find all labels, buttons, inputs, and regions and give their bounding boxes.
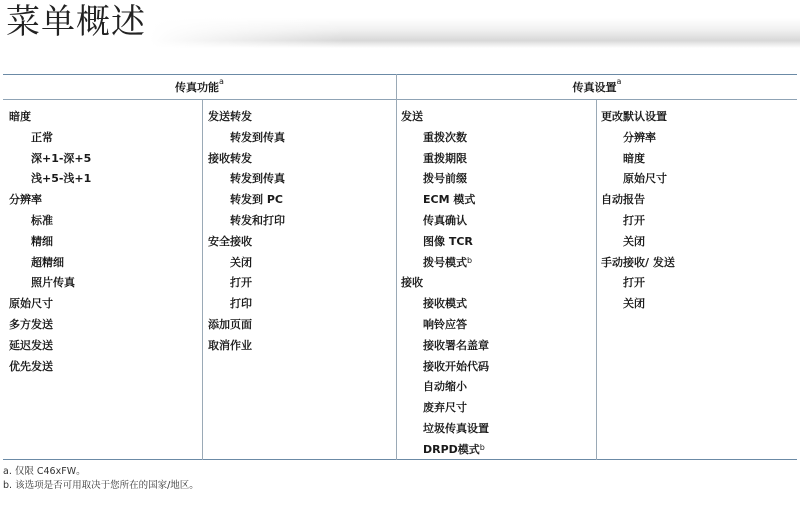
header-fax-settings-label: 传真设置 — [572, 81, 617, 94]
menu-item-label: 发送 — [401, 110, 423, 123]
page-title: 菜单概述 — [6, 2, 146, 42]
menu-item-label: 浅+5-浅+1 — [31, 172, 92, 186]
footnote-a: a. 仅限 C46xFW。 — [3, 466, 86, 477]
menu-item-label: 转发到 PC — [230, 193, 283, 207]
menu-item-label: 废弃尺寸 — [423, 401, 467, 415]
menu-subitem — [208, 190, 393, 211]
menu-item-label: 安全接收 — [208, 234, 252, 248]
menu-subitem — [401, 190, 591, 211]
header-divider — [3, 99, 797, 100]
header-fax-settings — [397, 79, 797, 95]
footnote-mark: b — [467, 255, 473, 265]
menu-item — [9, 190, 199, 211]
menu-subitem — [401, 169, 591, 190]
menu-item-label: 响铃应答 — [423, 317, 467, 331]
menu-item-label: 接收 — [401, 276, 423, 290]
menu-item-label: 转发和打印 — [230, 213, 285, 227]
menu-subitem — [208, 294, 393, 315]
menu-item-label: 延迟发送 — [9, 338, 53, 352]
menu-subitem — [601, 211, 793, 232]
menu-subitem — [401, 211, 591, 232]
menu-subitem — [601, 273, 793, 294]
menu-item-label: 接收开始代码 — [423, 359, 489, 373]
column-fax-features-2 — [208, 107, 393, 357]
menu-item — [601, 107, 793, 128]
footnote-mark: b — [479, 442, 485, 452]
menu-item — [208, 232, 393, 253]
menu-subitem — [401, 398, 591, 419]
menu-item-label: 接收模式 — [423, 297, 467, 311]
menu-subitem — [601, 128, 793, 149]
menu-item-label: 转发到传真 — [230, 130, 285, 144]
column-divider-left — [202, 100, 203, 460]
menu-subitem — [9, 128, 199, 149]
menu-item-label: 深+1-深+5 — [31, 151, 92, 165]
menu-item-label: 原始尺寸 — [623, 172, 667, 186]
menu-item-label: 暗度 — [623, 151, 645, 165]
menu-subitem — [208, 169, 393, 190]
menu-item-label: 分辨率 — [623, 130, 656, 144]
header-fax-features — [3, 79, 396, 95]
menu-item-label: 接收署名盖章 — [423, 338, 489, 352]
menu-item-label: 垃圾传真设置 — [423, 421, 489, 435]
menu-item — [9, 336, 199, 357]
menu-subitem — [401, 440, 591, 461]
menu-item-label: 拨号前缀 — [423, 172, 467, 186]
menu-subitem — [208, 253, 393, 274]
menu-subitem — [401, 253, 591, 274]
menu-subitem — [9, 232, 199, 253]
menu-item — [208, 315, 393, 336]
footnote-mark: a — [616, 77, 622, 86]
menu-subitem — [601, 232, 793, 253]
footnote-b: b. 该选项是否可用取决于您所在的国家/地区。 — [3, 480, 199, 491]
menu-subitem — [9, 253, 199, 274]
menu-item-label: 打印 — [230, 297, 252, 311]
menu-subitem — [401, 357, 591, 378]
menu-item — [9, 315, 199, 336]
menu-item-label: 多方发送 — [9, 317, 53, 331]
menu-item — [208, 149, 393, 170]
column-fax-features-1 — [9, 107, 199, 377]
menu-subitem — [401, 294, 591, 315]
menu-item — [9, 357, 199, 378]
menu-item-label: 正常 — [31, 130, 53, 144]
section-divider — [396, 74, 397, 460]
footnotes — [3, 465, 199, 493]
menu-subitem — [208, 273, 393, 294]
menu-item-label: 接收转发 — [208, 151, 252, 165]
menu-item-label: ECM 模式 — [423, 193, 476, 207]
menu-subitem — [9, 211, 199, 232]
menu-item-label: 拨号模式 — [423, 255, 467, 269]
column-fax-settings-1 — [401, 107, 591, 461]
menu-item — [9, 294, 199, 315]
menu-item — [208, 107, 393, 128]
menu-item — [9, 107, 199, 128]
menu-item-label: 重拨次数 — [423, 130, 467, 144]
menu-item-label: 重拨期限 — [423, 151, 467, 165]
menu-item-label: 精细 — [31, 234, 53, 248]
column-fax-settings-2 — [601, 107, 793, 315]
menu-item-label: DRPD模式 — [423, 442, 480, 456]
menu-subitem — [401, 128, 591, 149]
menu-item — [601, 253, 793, 274]
menu-overview-table — [3, 74, 797, 460]
menu-subitem — [601, 294, 793, 315]
menu-subitem — [401, 336, 591, 357]
menu-item-label: 优先发送 — [9, 359, 53, 373]
menu-subitem — [9, 149, 199, 170]
menu-item-label: 取消作业 — [208, 338, 252, 352]
menu-item-label: 关闭 — [623, 234, 645, 248]
menu-item-label: 自动缩小 — [423, 380, 467, 394]
menu-item-label: 超精细 — [31, 255, 64, 269]
menu-item-label: 添加页面 — [208, 317, 252, 331]
menu-subitem — [401, 419, 591, 440]
menu-subitem — [601, 169, 793, 190]
menu-item-label: 标准 — [31, 213, 53, 227]
title-decoration-bar — [150, 18, 800, 48]
menu-item-label: 分辨率 — [9, 193, 42, 207]
menu-subitem — [9, 169, 199, 190]
menu-item-label: 打开 — [230, 276, 252, 290]
table-bottom-border — [3, 459, 797, 460]
header-fax-features-label: 传真功能 — [175, 81, 220, 94]
menu-subitem — [401, 315, 591, 336]
menu-item-label: 关闭 — [230, 255, 252, 269]
menu-subitem — [9, 273, 199, 294]
menu-item-label: 关闭 — [623, 297, 645, 311]
menu-subitem — [401, 377, 591, 398]
menu-item-label: 转发到传真 — [230, 172, 285, 186]
menu-subitem — [401, 149, 591, 170]
footnote-mark: a — [219, 77, 224, 86]
menu-item-label: 打开 — [623, 213, 645, 227]
menu-item-label: 发送转发 — [208, 110, 252, 123]
menu-item — [601, 190, 793, 211]
menu-item-label: 打开 — [623, 276, 645, 290]
table-top-border — [3, 74, 797, 75]
menu-item-label: 原始尺寸 — [9, 297, 53, 311]
menu-item-label: 照片传真 — [31, 276, 75, 290]
menu-subitem — [401, 232, 591, 253]
menu-item — [401, 107, 591, 128]
menu-item — [401, 273, 591, 294]
column-divider-right — [596, 100, 597, 460]
menu-subitem — [208, 128, 393, 149]
menu-item-label: 手动接收/ 发送 — [601, 255, 675, 269]
menu-item-label: 暗度 — [9, 110, 31, 123]
menu-subitem — [601, 149, 793, 170]
menu-item-label: 传真确认 — [423, 213, 467, 227]
menu-subitem — [208, 211, 393, 232]
menu-item-label: 自动报告 — [601, 193, 645, 207]
menu-item — [208, 336, 393, 357]
menu-item-label: 图像 TCR — [423, 234, 473, 248]
menu-item-label: 更改默认设置 — [601, 110, 667, 123]
